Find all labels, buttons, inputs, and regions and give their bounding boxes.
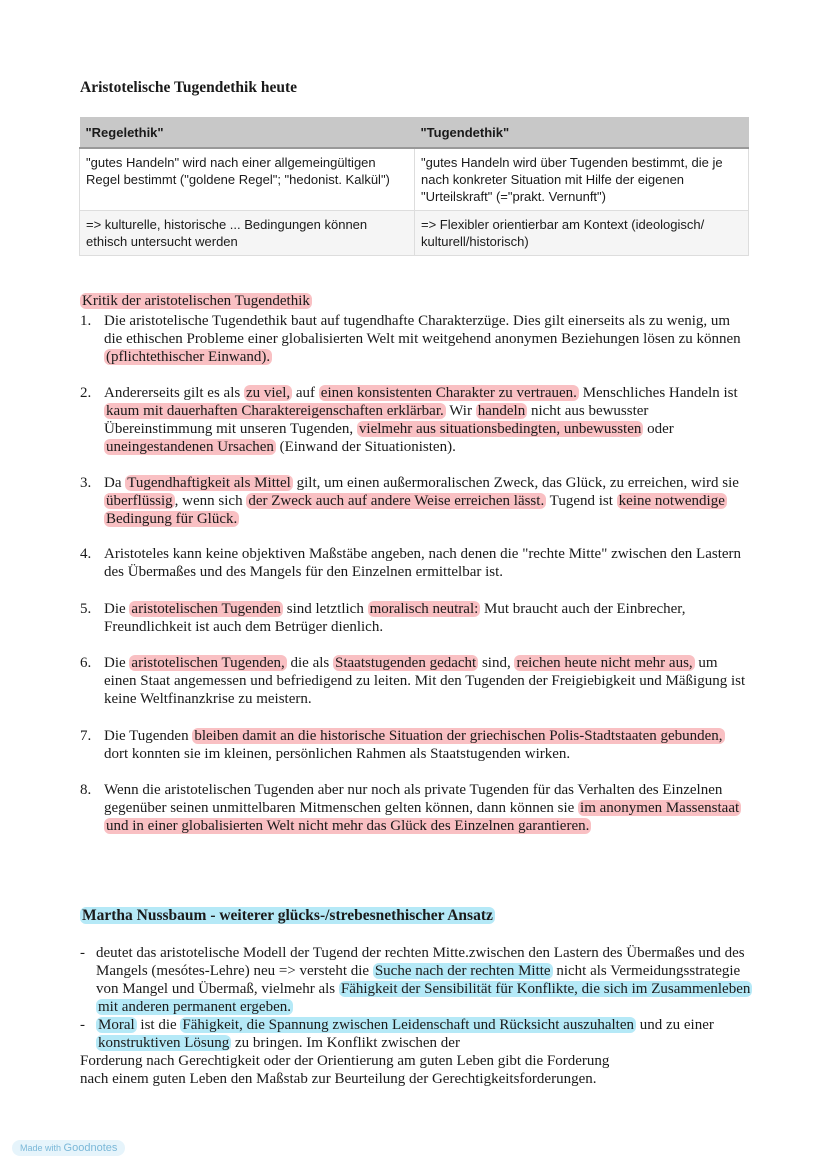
text-segment: Die xyxy=(104,601,130,617)
table-row xyxy=(80,211,749,256)
table-header-row xyxy=(80,117,749,148)
bullet-mark: - xyxy=(80,945,85,961)
text-segment: ist die xyxy=(136,1017,181,1033)
item-text xyxy=(104,654,750,708)
table-cell: "gutes Handeln" wird nach einer allgemeingültigen Regel bestimmt ("goldene Regel"; "hedonist. Kalkül") xyxy=(80,148,415,211)
text-segment: Menschliches Handeln ist xyxy=(578,385,738,401)
list-item xyxy=(80,474,750,528)
table-cell: "gutes Handeln wird über Tugenden bestimmt, die je nach konkreter Situation mit Hilfe der eigenen "Urteilskraft" (="prakt. Vernunft") xyxy=(415,148,749,211)
text-segment: Wir xyxy=(445,403,476,419)
list-item xyxy=(80,654,750,708)
item-text xyxy=(104,312,750,366)
bullet-item xyxy=(80,944,760,1016)
text-segment: Die Tugenden xyxy=(104,728,193,744)
highlighted-text: kaum mit dauerhaften Charaktereigenschaften erklärbar. xyxy=(106,403,444,419)
item-number: 6. xyxy=(80,655,92,671)
highlighted-text: Tugendhaftigkeit als Mittel xyxy=(127,475,291,491)
item-number: 3. xyxy=(80,475,92,491)
text-segment: nicht aus bewusster Übereinstimmung mit unseren Tugenden, xyxy=(104,403,649,437)
text-segment: auf xyxy=(292,385,319,401)
highlighted-text: konstruktiven Lösung xyxy=(98,1035,230,1051)
item-number: 5. xyxy=(80,601,92,617)
text-segment: nicht als Vermeidungsstrategie von Mangel und Übermaß, vielmehr als xyxy=(96,963,741,997)
item-number: 4. xyxy=(80,546,92,562)
highlighted-text: zu viel, xyxy=(245,385,291,401)
item-number: 1. xyxy=(80,313,92,329)
text-segment: oder xyxy=(643,421,674,437)
kritik-heading: Kritik der aristotelischen Tugendethik xyxy=(82,293,310,309)
highlighted-text: (pflichtethischer Einwand). xyxy=(106,349,271,365)
item-text xyxy=(104,600,750,636)
bullet-item xyxy=(80,1016,760,1052)
table-header: "Regelethik" xyxy=(80,117,415,148)
text-line: Forderung nach Gerechtigkeit oder der Orientierung am guten Leben gibt die Forderung xyxy=(80,1053,610,1069)
table-header: "Tugendethik" xyxy=(415,117,749,148)
text-segment: und zu einer xyxy=(635,1017,714,1033)
highlighted-text: der Zweck auch auf andere Weise erreichen lässt. xyxy=(248,493,545,509)
item-text xyxy=(104,545,750,581)
list-item xyxy=(80,600,750,636)
list-item xyxy=(80,727,750,763)
text-segment: sind letztlich xyxy=(283,601,368,617)
highlighted-text: Moral xyxy=(98,1017,135,1033)
bullet-text xyxy=(96,944,760,1016)
highlighted-text: bleiben damit an die historische Situation der griechischen Polis-Stadtstaaten gebunden, xyxy=(194,728,723,744)
text-segment: um einen Staat angemessen und befriedigend zu leiten. Mit den Tugenden der Freigiebigkeit und Mäßigung ist keine Weltfinanzkrise zu meistern. xyxy=(104,655,746,707)
highlighted-text: aristotelischen Tugenden xyxy=(131,601,281,617)
item-number: 8. xyxy=(80,782,92,798)
text-segment: Wenn die aristotelischen Tugenden aber nur noch als private Tugenden für das Verhalten des Einzelnen gegenüber seinen unmittelbaren Mitmenschen gelten können, dann können sie xyxy=(104,782,723,816)
text-segment: Andererseits gilt es als xyxy=(104,385,244,401)
nussbaum-tail xyxy=(80,1052,760,1088)
list-item xyxy=(80,781,750,835)
text-segment: Die xyxy=(104,655,130,671)
item-text xyxy=(104,727,750,763)
text-segment: sind, xyxy=(478,655,515,671)
text-segment: dort konnten sie im kleinen, persönlichen Rahmen als Staatstugenden wirken. xyxy=(104,746,571,762)
text-segment: , wenn sich xyxy=(174,493,247,509)
highlighted-text: keine notwendige Bedingung für Glück. xyxy=(106,493,725,527)
highlighted-text: Staatstugenden gedacht xyxy=(335,655,477,671)
text-segment: deutet das aristotelische Modell der Tugend der rechten Mitte.zwischen den Lastern des Übermaßes und des Mangels (mesótes-Lehre) neu => versteht die xyxy=(96,945,745,979)
bullet-text xyxy=(96,1016,760,1052)
text-segment: zu bringen. Im Konflikt zwischen der xyxy=(231,1035,460,1051)
text-segment: Mut braucht auch der Einbrecher, Freundlichkeit ist auch dem Betrüger dienlich. xyxy=(104,601,686,635)
nussbaum-heading: Martha Nussbaum - weiterer glücks-/strebesnethischer Ansatz xyxy=(82,907,493,924)
text-segment: Da xyxy=(104,475,126,491)
goodnotes-badge: Made with Goodnotes xyxy=(12,1140,125,1156)
table-row xyxy=(80,148,749,211)
highlighted-text: reichen heute nicht mehr aus, xyxy=(516,655,693,671)
highlighted-text: moralisch neutral: xyxy=(369,601,479,617)
highlighted-text: handeln xyxy=(477,403,526,419)
text-segment: gilt, um einen außermoralischen Zweck, das Glück, zu erreichen, wird sie xyxy=(292,475,739,491)
text-line: nach einem guten Leben den Maßstab zur Beurteilung der Gerechtigkeitsforderungen. xyxy=(80,1071,597,1087)
bullet-mark: - xyxy=(80,1017,85,1033)
text-segment: Aristoteles kann keine objektiven Maßstäbe angeben, nach denen die "rechte Mitte" zwischen den Lastern des Übermaßes und des Mangels für den Einzelnen ermittelbar ist. xyxy=(104,546,742,580)
highlighted-text: einen konsistenten Charakter zu vertrauen. xyxy=(320,385,577,401)
highlighted-text: im anonymen Massenstaat und in einer globalisierten Welt nicht mehr das Glück des Einzelnen garantieren. xyxy=(106,800,740,834)
highlighted-text: aristotelischen Tugenden, xyxy=(131,655,285,671)
list-item xyxy=(80,545,750,581)
highlighted-text: überflüssig xyxy=(106,493,173,509)
table-cell: => Flexibler orientierbar am Kontext (ideologisch/ kulturell/historisch) xyxy=(415,211,749,256)
text-segment: (Einwand der Situationisten). xyxy=(275,439,456,455)
list-item xyxy=(80,312,750,366)
item-number: 7. xyxy=(80,728,92,744)
highlighted-text: Suche nach der rechten Mitte xyxy=(374,963,551,979)
text-segment: die als xyxy=(286,655,333,671)
item-text xyxy=(104,384,750,456)
text-segment: Tugend ist xyxy=(546,493,617,509)
highlighted-text: uneingestandenen Ursachen xyxy=(106,439,274,455)
item-text xyxy=(104,474,750,528)
item-number: 2. xyxy=(80,385,92,401)
list-item xyxy=(80,384,750,456)
page-title: Aristotelische Tugendethik heute xyxy=(80,79,298,96)
highlighted-text: vielmehr aus situationsbedingten, unbewussten xyxy=(358,421,642,437)
item-text xyxy=(104,781,750,835)
highlighted-text: Fähigkeit, die Spannung zwischen Leidenschaft und Rücksicht auszuhalten xyxy=(182,1017,634,1033)
table-cell: => kulturelle, historische ... Bedingungen können ethisch untersucht werden xyxy=(80,211,415,256)
comparison-table xyxy=(79,117,749,256)
text-segment: Die aristotelische Tugendethik baut auf tugendhafte Charakterzüge. Dies gilt einerseits als zu wenig, um die ethischen Probleme einer globalisierten Welt mit weitgehend anonymen Beziehungen lösen zu können xyxy=(104,313,741,347)
highlighted-text: Fähigkeit der Sensibilität für Konflikte, die sich im Zusammenleben mit anderen permanent ergeben. xyxy=(98,981,751,1015)
